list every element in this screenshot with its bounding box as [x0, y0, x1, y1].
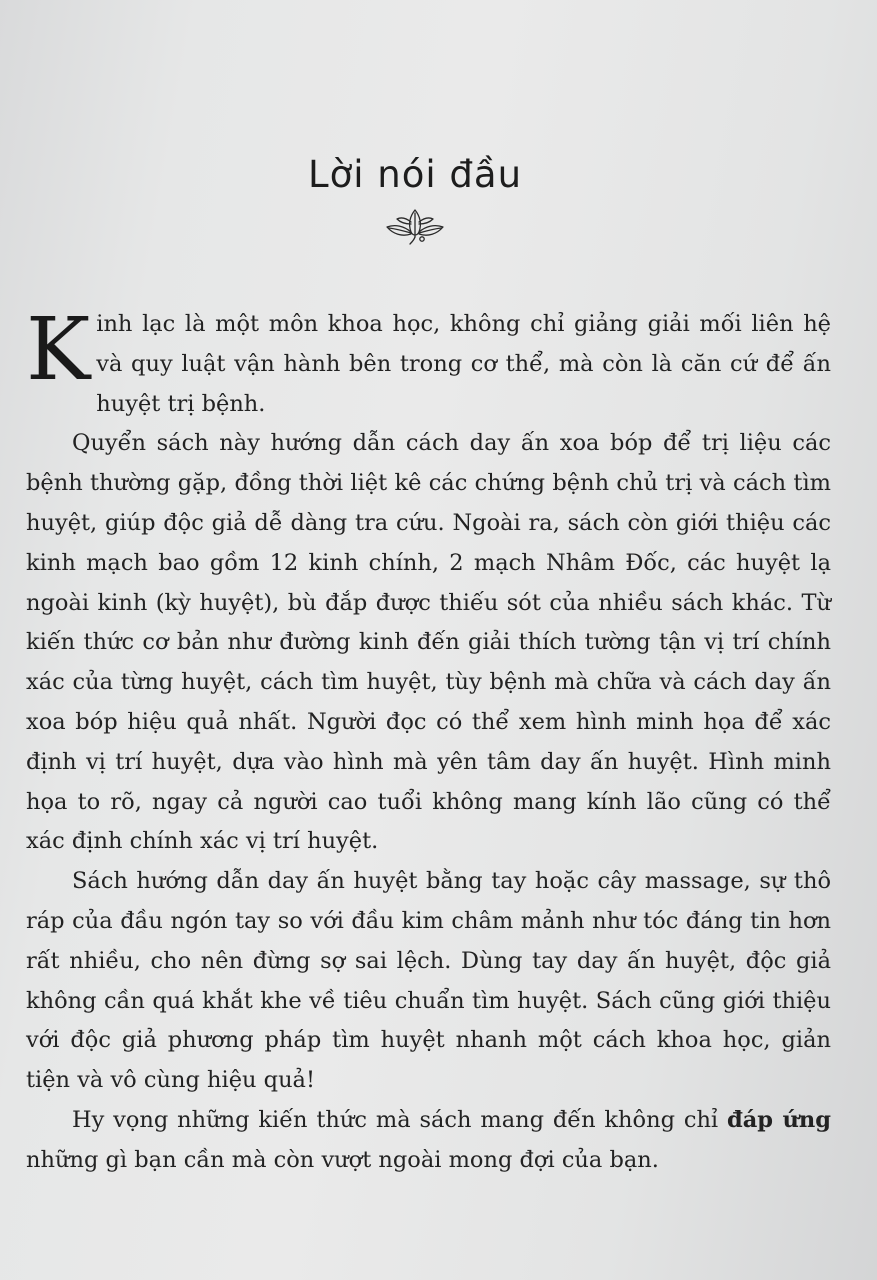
leaf-ornament-icon: [384, 204, 446, 246]
page-title: Lời nói đầu: [307, 152, 523, 196]
drop-cap: K: [26, 300, 91, 400]
paragraph-4-end: những gì bạn cần mà còn vượt ngoài mong đợi của bạn.: [26, 1146, 659, 1173]
preface-body: [26, 300, 832, 1181]
paragraph-1-text: inh lạc là một môn khoa học, không chỉ giảng giải mối liên hệ và quy luật vận hành bên trong cơ thể, mà còn là căn cứ để ấn huyệt trị bệnh.: [96, 311, 831, 417]
paragraph-2: Quyển sách này hướng dẫn cách day ấn xoa bóp để trị liệu các bệnh thường gặp, đồng thời liệt kê các chứng bệnh chủ trị và cách tìm huyệt, giúp độc giả dễ dàng tra cứu. Ngoài ra, sách còn giới thiệu các kinh mạch bao gồm 12 kinh chính, 2 mạch Nhâm Đốc, các huyệt lạ ngoài kinh (kỳ huyệt), bù đắp được thiếu sót của nhiều sách khác. Từ kiến thức cơ bản như đường kinh đến giải thích tường tận vị trí chính xác của từng huyệt, cách tìm huyệt, tùy bệnh mà chữa và cách day ấn xoa bóp hiệu quả nhất. Người đọc có thể xem hình minh họa để xác định vị trí huyệt, dựa vào hình mà yên tâm day ấn huyệt. Hình minh họa to rõ, ngay cả người cao tuổi không mang kính lão cũng có thể xác định chính xác vị trí huyệt.: [26, 430, 831, 855]
paragraph-3: Sách hướng dẫn day ấn huyệt bằng tay hoặc cây massage, sự thô ráp của đầu ngón tay so với đầu kim châm mảnh như tóc đáng tin hơn rất nhiều, cho nên đừng sợ sai lệch. Dùng tay day ấn huyệt, độc giả không cần quá khắt khe về tiêu chuẩn tìm huyệt. Sách cũng giới thiệu với độc giả phương pháp tìm huyệt nhanh một cách khoa học, giản tiện và vô cùng hiệu quả!: [26, 868, 831, 1094]
paragraph-4-bold: đáp ứng: [726, 1106, 832, 1133]
paragraph-4-start: Hy vọng những kiến thức mà sách mang đến không chỉ: [72, 1106, 727, 1133]
paragraph-4: [26, 1101, 831, 1181]
paragraph-1: [26, 300, 831, 424]
